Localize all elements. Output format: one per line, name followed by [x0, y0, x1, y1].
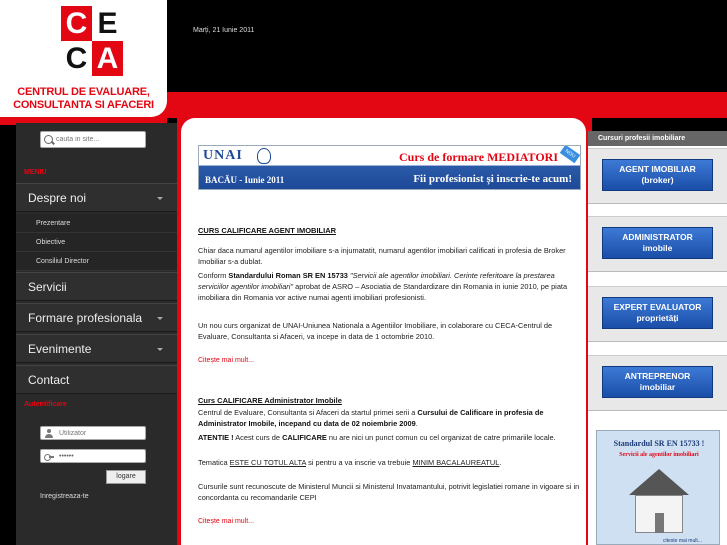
menu-header: MENIU: [24, 169, 47, 176]
course-button-expert-evaluator[interactable]: [602, 297, 713, 329]
logo[interactable]: [0, 0, 167, 117]
article2-read-more[interactable]: Citește mai mult...: [198, 518, 255, 525]
course-button-line1: ANTREPRENOR: [624, 371, 691, 381]
course-button-line2: proprietăți: [636, 313, 679, 323]
course-button-antreprenor[interactable]: [602, 366, 713, 398]
submenu-item-prezentare[interactable]: Prezentare: [16, 214, 177, 233]
auth-header: Autentificare: [24, 401, 67, 408]
standard-promo[interactable]: [596, 430, 720, 545]
chevron-down-icon: [157, 317, 163, 320]
banner-title: Curs de formare MEDIATORI: [399, 150, 558, 164]
menu-item-label: Formare profesionala: [28, 311, 143, 325]
search-icon: [44, 135, 53, 144]
register-link[interactable]: Inregistreaza-te: [40, 493, 89, 500]
chevron-down-icon: [157, 348, 163, 351]
article1-p1: Chiar daca numarul agentilor imobiliare s-a injumatatit, numarul agentilor imobiliari calificati in profesia de Broker Imobiliar s-a dublat.: [198, 246, 566, 266]
menu-item-evenimente[interactable]: [16, 334, 177, 363]
menu-item-servicii[interactable]: [16, 272, 177, 301]
logo-text-line1: CENTRUL DE EVALUARE,: [17, 86, 150, 98]
key-icon: [44, 452, 54, 461]
course-card-administrator: [588, 216, 727, 272]
header-bar: [180, 8, 727, 92]
menu-item-despre-noi[interactable]: [16, 183, 177, 212]
course-button-line1: EXPERT EVALUATOR: [613, 302, 702, 312]
article1-p3: Un nou curs organizat de UNAI-Uniunea Nationala a Agentiilor Imobiliare, in colaborare cu CECA-Centrul de Evaluare, Consultanta si Afaceri, va incepe in data de 1 octombrie 2010.: [198, 321, 553, 341]
course-button-line1: AGENT IMOBILIAR: [619, 164, 696, 174]
promo-title: Standardul SR EN 15733 !: [613, 439, 705, 448]
article2-p4: Cursurile sunt recunoscute de Ministerul Muncii si Ministerul Invatamantului, potrivit legislatiei romane in vigoare si in concordanta cu recomandarile CEPI: [198, 482, 580, 502]
search-input[interactable]: [56, 133, 144, 146]
course-button-line2: imobile: [642, 243, 673, 253]
submenu-item-obiective[interactable]: Obiective: [16, 233, 177, 252]
logo-letter: C: [61, 41, 92, 76]
article2-p3: Tematica ESTE CU TOTUL ALTA si pentru a va inscrie va trebuie MINIM BACALAUREATUL.: [198, 458, 502, 467]
search-box[interactable]: [40, 131, 146, 148]
course-button-line1: ADMINISTRATOR: [622, 232, 693, 242]
menu-item-formare-profesionala[interactable]: [16, 303, 177, 332]
article1-read-more[interactable]: Citește mai mult...: [198, 357, 255, 364]
password-field[interactable]: [59, 451, 143, 461]
mediatori-banner[interactable]: [198, 145, 581, 190]
menu-item-label: Contact: [28, 373, 70, 387]
sidebar: [16, 123, 177, 545]
login-button[interactable]: logare: [106, 470, 146, 484]
current-date: Marți, 21 Iunie 2011: [193, 27, 255, 34]
course-card-agent: [588, 148, 727, 204]
course-button-line2: (broker): [641, 175, 674, 185]
promo-subtitle: Servicii ale agentilor imobiliari: [619, 452, 699, 458]
course-card-antreprenor: [588, 355, 727, 411]
menu-item-label: Servicii: [28, 280, 67, 294]
user-icon: [44, 429, 54, 438]
course-button-administrator[interactable]: [602, 227, 713, 259]
menu-item-label: Evenimente: [28, 342, 92, 356]
logo-letter: C: [61, 6, 92, 41]
username-field-wrap[interactable]: [40, 426, 146, 440]
menu-item-contact[interactable]: [16, 365, 177, 394]
promo-read-more: citeste mai mult...: [663, 538, 702, 544]
logo-text-line2: CONSULTANTA SI AFACERI: [13, 99, 154, 111]
chevron-down-icon: [157, 197, 163, 200]
emblem-icon: [257, 148, 271, 164]
course-card-expert: [588, 286, 727, 342]
logo-letter: E: [92, 6, 123, 41]
course-button-line2: imobiliar: [639, 382, 676, 392]
house-icon: [619, 469, 699, 539]
article2-p2: ATENTIE ! Acest curs de CALIFICARE nu are nici un punct comun cu cel organizat de catre primariile locale.: [198, 433, 556, 442]
banner-subtitle: Fii profesionist și inscrie-te acum!: [413, 173, 572, 185]
banner-org: UNAI: [203, 148, 243, 163]
banner-city: BACĂU - Iunie 2011: [205, 175, 285, 185]
submenu-item-consiliul-director[interactable]: Consiliul Director: [16, 252, 177, 271]
menu-item-label: Despre noi: [28, 191, 87, 205]
logo-letter: A: [92, 41, 123, 76]
article2-title[interactable]: Curs CALIFICARE Administrator Imobile: [198, 396, 342, 405]
username-field[interactable]: [59, 428, 143, 438]
course-button-agent-imobiliar[interactable]: [602, 159, 713, 191]
logo-mark: [61, 6, 123, 76]
article2-p1: Centrul de Evaluare, Consultanta si Afaceri da startul primei serii a Cursului de Calificare in profesia de Administrator Imobile, incepand cu data de 02 noiembrie 2009.: [198, 408, 544, 428]
new-badge: NOU: [560, 145, 580, 163]
password-field-wrap[interactable]: [40, 449, 146, 463]
article1-title[interactable]: CURS CALIFICARE AGENT IMOBILIAR: [198, 226, 337, 235]
article1-p2: Conform Standardului Roman SR EN 15733 "Servicii ale agentilor imobiliari. Cerinte referitoare la prestarea serviciilor agentilor imobiliari" aprobat de ASRO – Asociatia de Standardizare din Romania in iunie 2010, pe piata imobiliara din Romania vor active numai agenti imobiliari profesionisti.: [198, 271, 568, 302]
right-panel-header: Cursuri profesii imobiliare: [588, 131, 727, 146]
